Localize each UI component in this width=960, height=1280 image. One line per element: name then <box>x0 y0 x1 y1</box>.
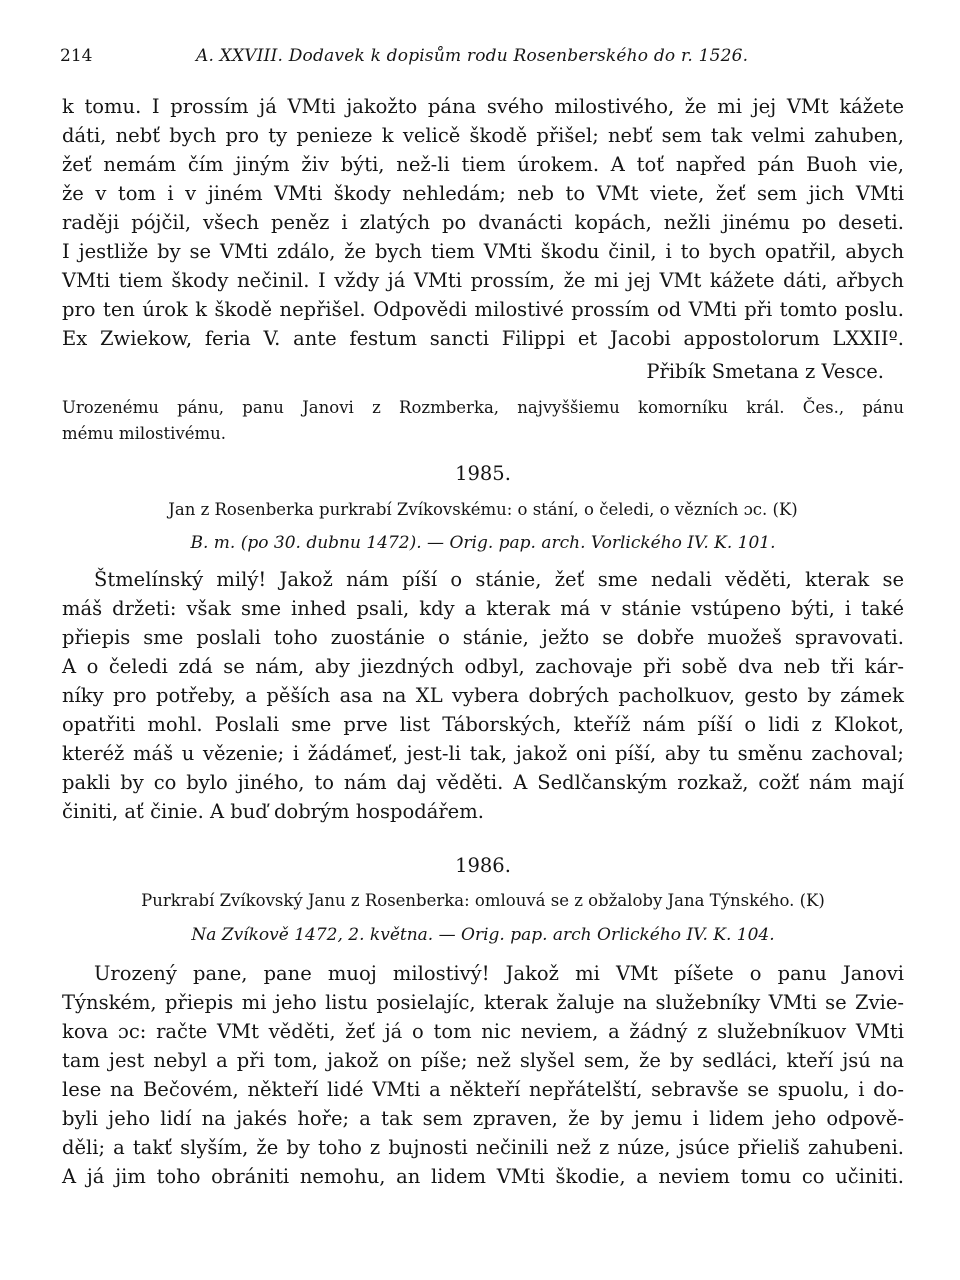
paragraph-line: níky pro potřeby, a pěších asa na XL vybera dobrých pacholkuov, gesto by zámek <box>62 684 904 707</box>
document-number: 1985. <box>455 462 511 485</box>
document-regest: Jan z Rosenberka purkrabí Zvíkovskému: o stání, o čeledi, o vězních ɔc. (K) <box>168 500 798 519</box>
paragraph-line: kova ɔc: račte VMt věděti, žeť já o tom nic neviem, a žádný z služebníkuov VMti <box>62 1020 904 1043</box>
paragraph-line: že v tom i v jiném VMti škody nehledám; neb to VMt viete, žeť sem jich VMti <box>62 182 904 205</box>
paragraph-line: VMti tiem škody nečinil. I vždy já VMti prossím, že mi jej VMt kážete dáti, ařbych <box>62 269 904 292</box>
document-number: 1986. <box>455 854 511 877</box>
address-line: mému milostivému. <box>62 424 227 443</box>
paragraph-line: činiti, ať činie. A buď dobrým hospodářem. <box>62 800 484 823</box>
paragraph-line: děli; a takť slyším, že by toho z bujnosti nečinili než z núze, jsúce přieliš zahubeni. <box>62 1136 904 1159</box>
document-source: B. m. (po 30. dubnu 1472). — Orig. pap. arch. Vorlického IV. K. 101. <box>190 533 776 553</box>
paragraph-line: pro ten úrok k škodě nepřišel. Odpovědi milostivé prossím od VMti při tomto poslu. <box>62 298 904 321</box>
paragraph-line: A já jim toho obrániti nemohu, an lidem VMti škodie, a neviem tomu co učiniti. <box>62 1165 904 1188</box>
paragraph-line: lese na Bečovém, někteří lidé VMti a někteří nepřátelští, sebravše se spuolu, i do- <box>62 1078 904 1101</box>
paragraph-line: I jestliže by se VMti zdálo, že bych tiem VMti škodu činil, i to bych opatřil, abych <box>62 240 904 263</box>
paragraph-line: kteréž máš u vězenie; i žádámeť, jest-li tak, jakož oni píší, aby tu směnu zachoval; <box>62 742 904 765</box>
paragraph-line: A o čeledi zdá se nám, aby jiezdných odbyl, zachovaje při sobě dva neb tři kár- <box>62 655 904 678</box>
page-header <box>60 46 900 74</box>
paragraph-line: přiepis sme poslali toho zuostánie o stánie, ježto se dobře muožeš spravovati. <box>62 626 904 649</box>
address-line: Urozenému pánu, panu Janovi z Rozmberka, najvyššiemu komorníku král. Čes., pánu <box>62 398 904 417</box>
signature: Přibík Smetana z Vesce. <box>646 360 884 383</box>
paragraph-line: dáti, nebť bych pro ty penieze k velicě škodě přišel; nebť sem tak velmi zahuben, <box>62 124 904 147</box>
paragraph-line: Urozený pane, pane muoj milostivý! Jakož mi VMt píšete o panu Janovi <box>94 962 904 985</box>
paragraph-line: Ex Zwiekow, feria V. ante festum sancti Filippi et Jacobi appostolorum LXXIIº. <box>62 327 904 350</box>
paragraph-line: byli jeho lidí na jakés hoře; a tak sem zpraven, že by jemu i lidem jeho odpově- <box>62 1107 904 1130</box>
paragraph-line: máš držeti: však sme inhed psali, kdy a kterak má v stánie vstúpeno býti, i také <box>62 597 904 620</box>
paragraph-line: Týnském, přiepis mi jeho listu posielajíc, kterak žaluje na služebníky VMti se Zvie- <box>62 991 904 1014</box>
document-regest: Purkrabí Zvíkovský Janu z Rosenberka: omlouvá se z obžaloby Jana Týnského. (K) <box>141 891 825 910</box>
running-title: A. XXVIII. Dodavek k dopisům rodu Rosenberského do r. 1526. <box>196 46 749 66</box>
page-number: 214 <box>60 46 93 66</box>
document-source: Na Zvíkově 1472, 2. května. — Orig. pap. arch Orlického IV. K. 104. <box>191 925 775 945</box>
paragraph-line: pakli by co bylo jiného, to nám daj věděti. A Sedlčanským rozkaž, cožť nám mají <box>62 771 904 794</box>
paragraph-line: raději pójčil, všech peněz i zlatých po dvanácti kopách, nežli jinému po deseti. <box>62 211 904 234</box>
paragraph-line: žeť nemám čím jiným živ býti, než-li tiem úrokem. A toť napřed pán Buoh vie, <box>62 153 904 176</box>
paragraph-line: k tomu. I prossím já VMti jakožto pána svého milostivého, že mi jej VMt kážete <box>62 95 904 118</box>
paragraph-line: opatřiti mohl. Poslali sme prve list Táborských, kteříž nám píší o lidi z Klokot, <box>62 713 904 736</box>
paragraph-line: tam jest nebyl a při tom, jakož on píše; než slyšel sem, že by sedláci, kteří jsú na <box>62 1049 904 1072</box>
paragraph-line: Štmelínský milý! Jakož nám píší o stánie, žeť sme nedali věděti, kterak se <box>94 568 904 591</box>
